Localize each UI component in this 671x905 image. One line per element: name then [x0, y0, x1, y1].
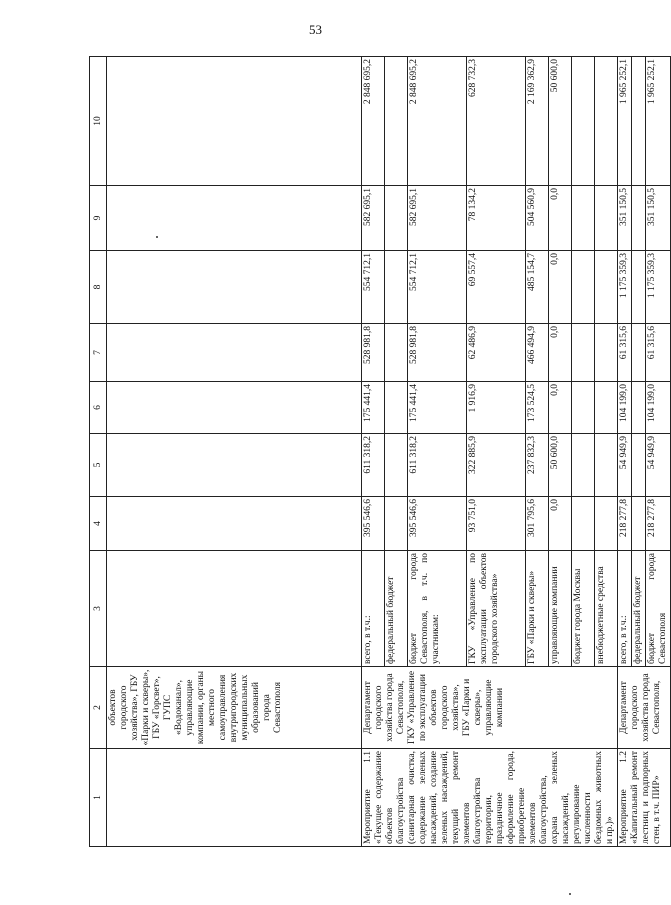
- value-cell: [384, 186, 407, 251]
- table-row: [618, 57, 632, 847]
- source-cell: бюджет города Севастополя, в т.ч. по участникам:: [407, 551, 466, 667]
- value-cell: 1 175 359,3: [618, 251, 632, 324]
- value-cell: [572, 251, 595, 324]
- value-cell: 395 546,6: [362, 497, 385, 551]
- value-cell: 582 695,1: [407, 186, 466, 251]
- value-cell: 1 916,9: [467, 382, 526, 434]
- value-cell: [572, 186, 595, 251]
- value-cell: [384, 382, 407, 434]
- value-cell: 301 795,6: [526, 497, 549, 551]
- table-row: [362, 57, 385, 847]
- source-cell: бюджет города Москвы: [572, 551, 595, 667]
- header-cell: 10: [90, 57, 107, 186]
- agency-line: ГКУ «Управление по эксплуатации объектов городского хозяйства»,: [407, 670, 461, 745]
- value-cell: 50 600,0: [549, 57, 572, 186]
- value-cell: [632, 382, 646, 434]
- value-cell: 504 560,9: [526, 186, 549, 251]
- value-cell: 322 885,9: [467, 434, 526, 497]
- source-cell: бюджет города Севастополя: [646, 551, 671, 667]
- value-cell: 611 318,2: [407, 434, 466, 497]
- value-cell: 1 965 252,1: [618, 57, 632, 186]
- value-cell: 50 600,0: [549, 434, 572, 497]
- value-cell: 62 486,9: [467, 324, 526, 382]
- continuation-row: [107, 57, 362, 847]
- value-cell: 554 712,1: [407, 251, 466, 324]
- value-cell: 2 169 362,9: [526, 57, 549, 186]
- value-cell: 104 199,0: [646, 382, 671, 434]
- value-cell: [594, 251, 617, 324]
- measure-cell: Мероприятие 1.2 «Капитальный ремонт лестниц и подпорных стен, в т.ч. ПИР»: [618, 749, 671, 847]
- source-cell: федеральный бюджет: [384, 551, 407, 667]
- value-cell: 218 277,8: [618, 497, 632, 551]
- agency-cell: [362, 667, 618, 749]
- header-cell: 6: [90, 382, 107, 434]
- header-cell: 7: [90, 324, 107, 382]
- scan-speck: [569, 893, 571, 895]
- value-cell: [594, 382, 617, 434]
- value-cell: 528 981,8: [407, 324, 466, 382]
- value-cell: 218 277,8: [646, 497, 671, 551]
- value-cell: 54 949,9: [618, 434, 632, 497]
- header-row: [90, 57, 107, 847]
- value-cell: 351 150,5: [646, 186, 671, 251]
- value-cell: 175 441,4: [407, 382, 466, 434]
- page-number: 53: [309, 22, 322, 37]
- value-cell: 395 546,6: [407, 497, 466, 551]
- value-cell: [384, 324, 407, 382]
- value-cell: 611 318,2: [362, 434, 385, 497]
- value-cell: 54 949,9: [646, 434, 671, 497]
- value-cell: [572, 382, 595, 434]
- value-cell: 351 150,5: [618, 186, 632, 251]
- header-cell: 4: [90, 497, 107, 551]
- value-cell: [632, 251, 646, 324]
- value-cell: 582 695,1: [362, 186, 385, 251]
- value-cell: 61 315,6: [618, 324, 632, 382]
- value-cell: [384, 251, 407, 324]
- value-cell: 69 557,4: [467, 251, 526, 324]
- value-cell: 554 712,1: [362, 251, 385, 324]
- rotated-table-wrapper: [89, 57, 668, 847]
- header-cell: 9: [90, 186, 107, 251]
- value-cell: 173 524,5: [526, 382, 549, 434]
- header-cell: 1: [90, 749, 107, 847]
- value-cell: [594, 186, 617, 251]
- value-cell: 2 848 695,2: [362, 57, 385, 186]
- budget-table: [89, 56, 671, 847]
- source-cell: ГКУ «Управление по эксплуатации объектов городского хозяйства»: [467, 551, 526, 667]
- source-cell: всего, в т.ч.:: [362, 551, 385, 667]
- value-cell: 237 832,3: [526, 434, 549, 497]
- value-cell: [384, 57, 407, 186]
- value-cell: 628 732,3: [467, 57, 526, 186]
- value-cell: [594, 57, 617, 186]
- header-cell: 5: [90, 434, 107, 497]
- value-cell: 0,0: [549, 251, 572, 324]
- value-cell: 0,0: [549, 382, 572, 434]
- value-cell: [632, 57, 646, 186]
- value-cell: 0,0: [549, 324, 572, 382]
- value-cell: 2 848 695,2: [407, 57, 466, 186]
- value-cell: [632, 324, 646, 382]
- source-cell: управляющие компании: [549, 551, 572, 667]
- value-cell: 528 981,8: [362, 324, 385, 382]
- value-cell: [632, 186, 646, 251]
- value-cell: 485 154,7: [526, 251, 549, 324]
- value-cell: [384, 497, 407, 551]
- agency-cell: Департамент городского хозяйства города Севастополя,: [618, 667, 671, 749]
- value-cell: [632, 497, 646, 551]
- value-cell: 466 494,9: [526, 324, 549, 382]
- value-cell: 0,0: [549, 497, 572, 551]
- header-cell: 3: [90, 551, 107, 667]
- source-cell: федеральный бюджет: [632, 551, 646, 667]
- value-cell: 0,0: [549, 186, 572, 251]
- value-cell: [572, 497, 595, 551]
- value-cell: [632, 434, 646, 497]
- value-cell: 93 751,0: [467, 497, 526, 551]
- header-cell: 2: [90, 667, 107, 749]
- value-cell: 104 199,0: [618, 382, 632, 434]
- value-cell: [594, 497, 617, 551]
- agency-cell: объектов городского хозяйства», ГБУ «Парки и скверы», ГБУ «Горсвет», ГУПС «Водоканал», управляющие компании, органы местного самоуправления внутригородских муниципальных образований города Севастополя: [107, 667, 362, 749]
- value-cell: [572, 434, 595, 497]
- value-cell: 1 965 252,1: [646, 57, 671, 186]
- value-cell: [594, 324, 617, 382]
- header-cell: 8: [90, 251, 107, 324]
- value-cell: [572, 57, 595, 186]
- source-cell: внебюджетные средства: [594, 551, 617, 667]
- value-cell: 175 441,4: [362, 382, 385, 434]
- agency-line: ГБУ «Парки и скверы», управляющие компании: [462, 678, 505, 737]
- value-cell: [572, 324, 595, 382]
- value-cell: 1 175 359,3: [646, 251, 671, 324]
- source-cell: ГБУ «Парки и скверы»: [526, 551, 549, 667]
- agency-line: Департамент городского хозяйства города Севастополя,: [363, 673, 406, 742]
- value-cell: 78 134,2: [467, 186, 526, 251]
- value-cell: [384, 434, 407, 497]
- source-cell: всего, в т.ч.:: [618, 551, 632, 667]
- value-cell: [594, 434, 617, 497]
- value-cell: 61 315,6: [646, 324, 671, 382]
- measure-cell: Мероприятие 1.1 «Текущее содержание объектов благоустройства (санитарная очистка, содержание зеленых насаждений, создание зеленых насаждений, текущий ремонт элементов благоустройства территории, праздничное оформление города, приобретение элементов благоустройства, охрана зеленых насаждений, регулирование численности бездомных животных и пр.)»: [362, 749, 618, 847]
